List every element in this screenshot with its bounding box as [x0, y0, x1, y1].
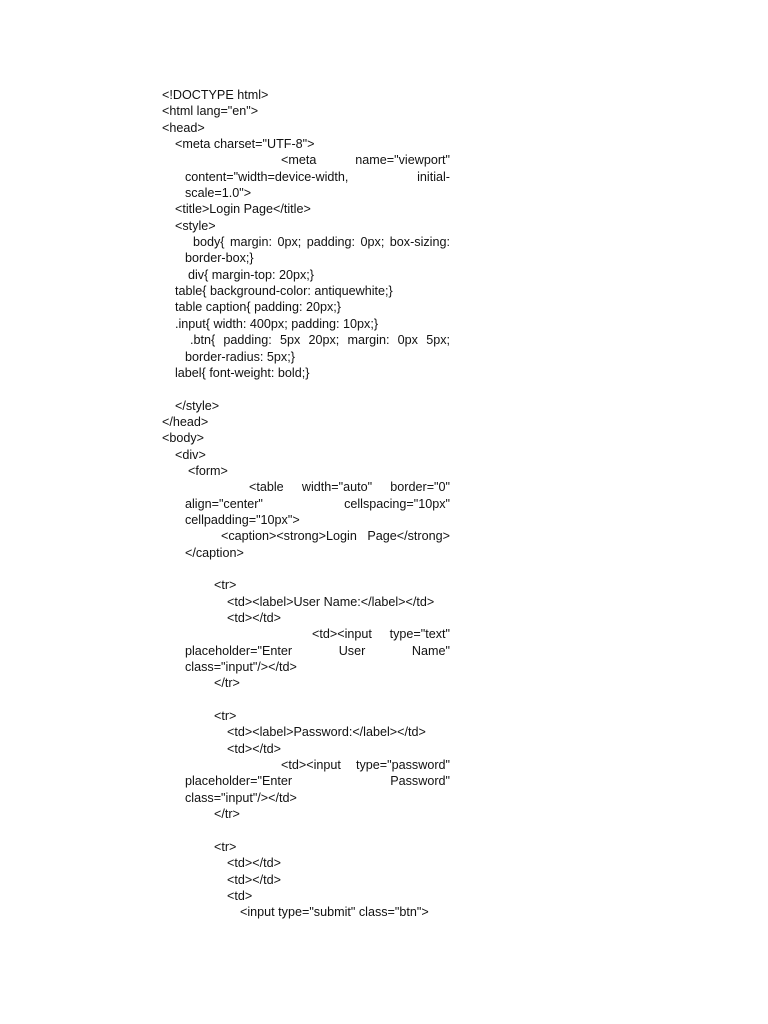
code-line	[162, 692, 450, 708]
code-line: <table width="auto" border="0"	[249, 480, 450, 495]
code-line: align="center" cellspacing="10px"	[185, 496, 450, 511]
code-line: placeholder="Enter Password"	[185, 774, 450, 789]
code-line: </tr>	[214, 807, 240, 822]
code-line: <style>	[175, 218, 216, 233]
code-line: <td><input type="text"	[312, 627, 450, 642]
code-line	[162, 822, 450, 838]
code-line: table caption{ padding: 20px;}	[175, 300, 341, 315]
code-line: <tr>	[214, 839, 237, 854]
code-line: cellpadding="10px">	[185, 512, 300, 527]
code-line: content="width=device-width, initial-	[185, 169, 450, 184]
code-line: border-box;}	[185, 251, 254, 266]
code-line: .btn{ padding: 5px 20px; margin: 0px 5px;	[190, 333, 450, 348]
code-line: <tr>	[214, 578, 237, 593]
code-line: <body>	[162, 431, 205, 446]
code-line: .input{ width: 400px; padding: 10px;}	[175, 316, 379, 331]
code-line: <td><input type="password"	[281, 758, 450, 773]
code-line: <td></td>	[227, 856, 281, 871]
code-line	[162, 381, 450, 397]
code-line: <meta name="viewport"	[281, 153, 450, 168]
code-line: <caption><strong>Login Page</strong>	[221, 529, 450, 544]
code-line: div{ margin-top: 20px;}	[188, 267, 315, 282]
code-line: <tr>	[214, 709, 237, 724]
code-line: </tr>	[214, 676, 240, 691]
code-line: class="input"/></td>	[185, 660, 297, 675]
code-line: body{ margin: 0px; padding: 0px; box-sizing:	[193, 235, 450, 250]
code-line: placeholder="Enter User Name"	[185, 643, 450, 658]
code-line: </caption>	[185, 545, 244, 560]
code-line: <title>Login Page</title>	[175, 202, 311, 217]
code-line: <html lang="en">	[162, 104, 259, 119]
code-line: <div>	[175, 447, 206, 462]
code-line: class="input"/></td>	[185, 790, 297, 805]
code-line: </head>	[162, 414, 209, 429]
code-listing	[162, 87, 450, 921]
code-line: <td>	[227, 888, 253, 903]
code-line: <td></td>	[227, 611, 281, 625]
code-line: <td><label>Password:</label></td>	[227, 725, 426, 740]
code-line: <td></td>	[227, 741, 281, 756]
code-line: <form>	[188, 463, 228, 478]
code-line	[162, 561, 450, 577]
code-line: <td><label>User Name:</label></td>	[227, 594, 435, 609]
code-line: <head>	[162, 120, 205, 135]
code-line: border-radius: 5px;}	[185, 349, 295, 364]
code-line: </style>	[175, 398, 220, 413]
code-line: <meta charset="UTF-8">	[175, 137, 315, 152]
code-line: table{ background-color: antiquewhite;}	[175, 284, 393, 299]
code-line: label{ font-weight: bold;}	[175, 365, 310, 380]
code-line: <input type="submit" class="btn">	[240, 905, 429, 920]
code-line: <td></td>	[227, 872, 281, 887]
code-line: scale=1.0">	[185, 186, 252, 201]
code-line: <!DOCTYPE html>	[162, 88, 269, 102]
